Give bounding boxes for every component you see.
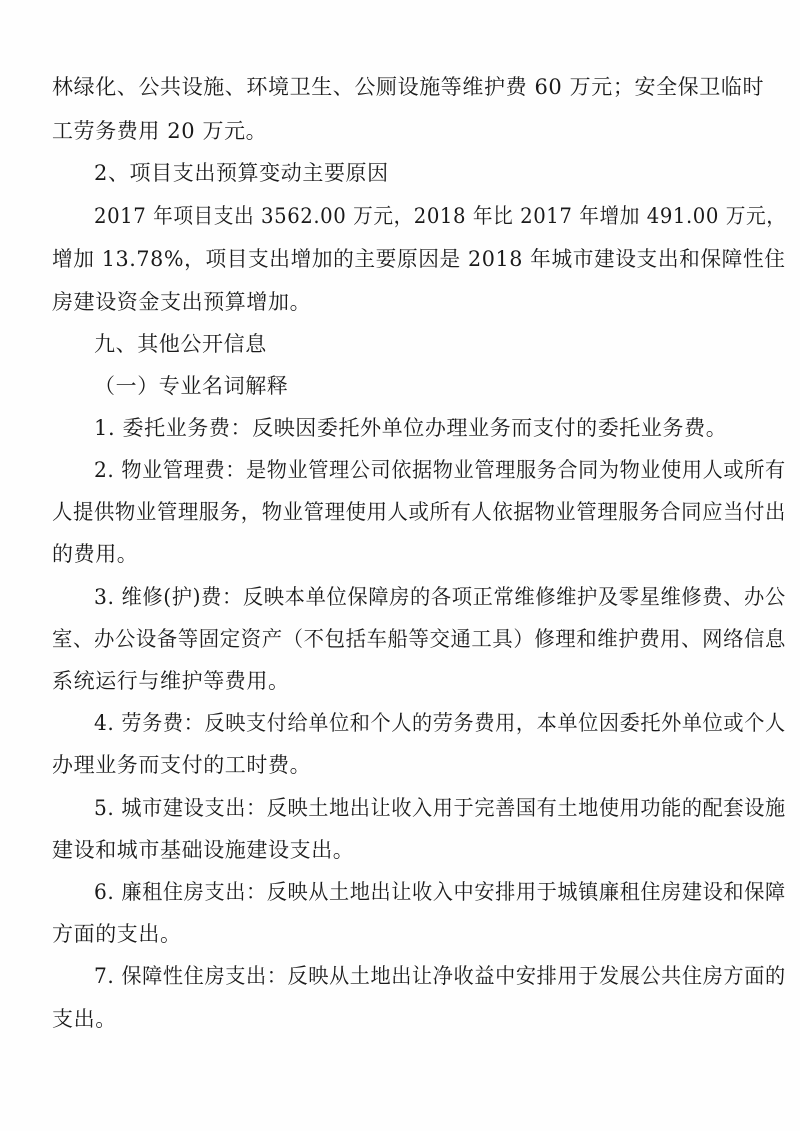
definition-item: 2. 物业管理费：是物业管理公司依据物业管理服务合同为物业使用人或所有 [94,458,786,482]
text-line: 的费用。 [52,542,139,566]
text-line: 增加 13.78%，项目支出增加的主要原因是 2018 年城市建设支出和保障性住 [52,247,786,271]
definition-item: 3. 维修(护)费：反映本单位保障房的各项正常维修维护及零星维修费、办公 [94,585,786,609]
definition-item: 4. 劳务费：反映支付给单位和个人的劳务费用，本单位因委托外单位或个人 [94,711,786,735]
definition-item: 1. 委托业务费：反映因委托外单位办理业务而支付的委托业务费。 [94,416,728,440]
text-line: 人提供物业管理服务，物业管理使用人或所有人依据物业管理服务合同应当付出 [52,500,787,524]
text-line: 房建设资金支出预算增加。 [52,290,312,314]
subsection-heading: （一）专业名词解释 [94,374,289,398]
text-line: 2017 年项目支出 3562.00 万元，2018 年比 2017 年增加 491.00 万元， [94,204,787,228]
definition-item: 7. 保障性住房支出：反映从土地出让净收益中安排用于发展公共住房方面的 [94,964,786,988]
section-heading: 九、其他公开信息 [94,332,267,356]
text-line: 工劳务费用 20 万元。 [52,119,268,143]
text-line: 林绿化、公共设施、环境卫生、公厕设施等维护费 60 万元；安全保卫临时 [52,75,765,99]
text-line: 办理业务而支付的工时费。 [52,753,312,777]
definition-item: 5. 城市建设支出：反映土地出让收入用于完善国有土地使用功能的配套设施 [94,796,786,820]
text-line: 方面的支出。 [52,922,182,946]
text-line: 支出。 [52,1007,117,1031]
text-line: 系统运行与维护等费用。 [52,669,290,693]
section-heading: 2、项目支出预算变动主要原因 [94,161,389,185]
definition-item: 6. 廉租住房支出：反映从土地出让收入中安排用于城镇廉租住房建设和保障 [94,880,786,904]
text-line: 室、办公设备等固定资产（不包括车船等交通工具）修理和维护费用、网络信息 [52,627,787,651]
text-line: 建设和城市基础设施建设支出。 [52,838,355,862]
